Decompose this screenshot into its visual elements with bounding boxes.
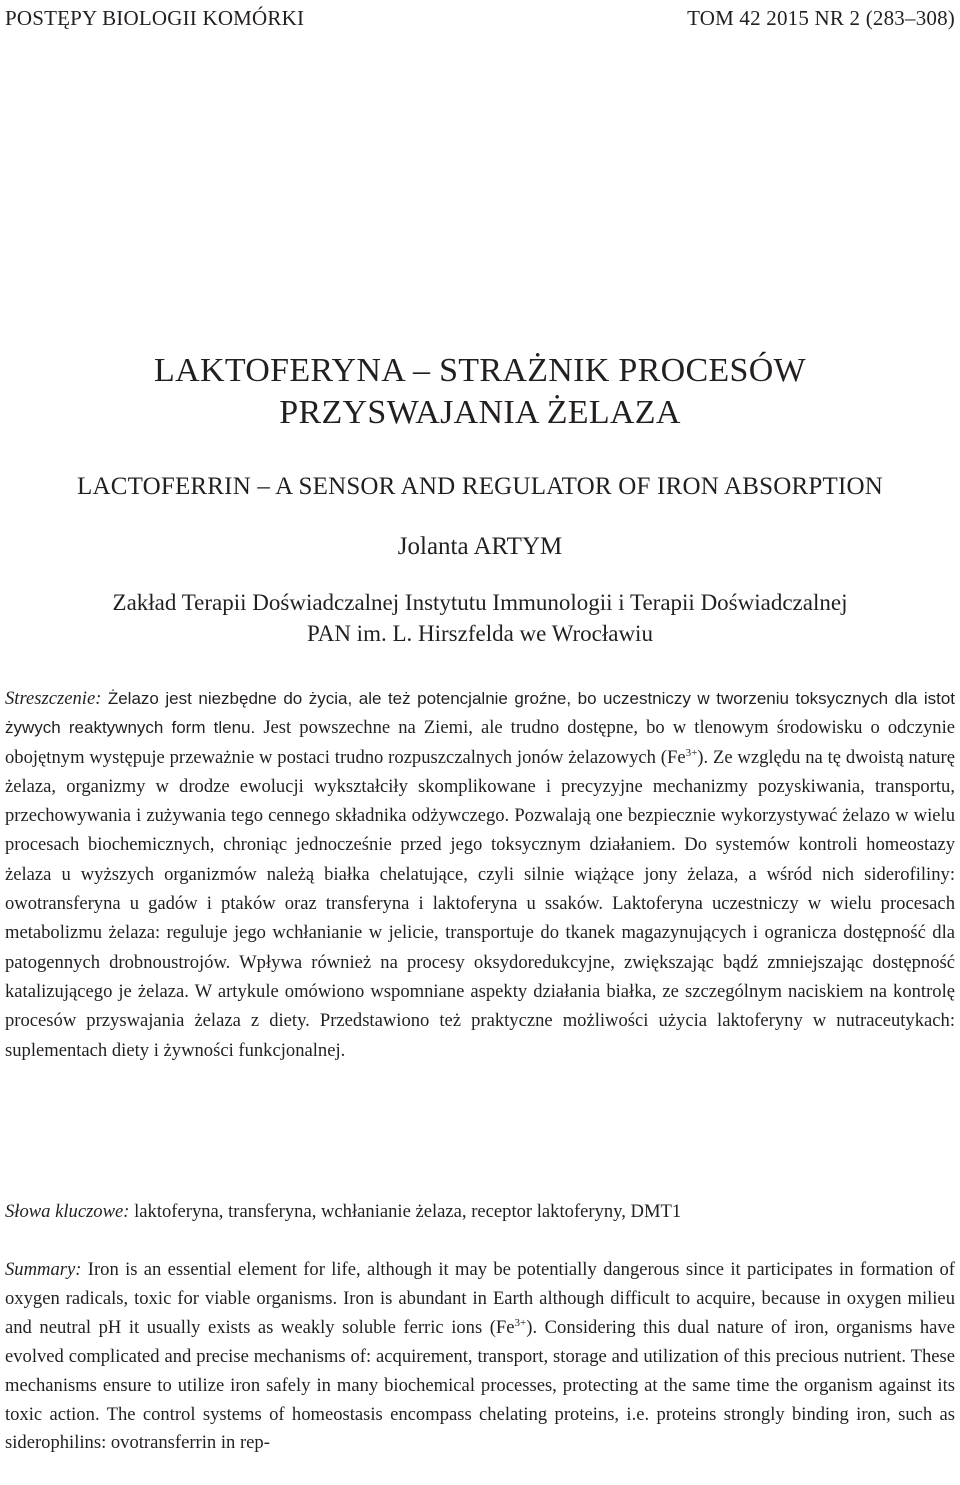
abstract-text-part-1: Żelazo jest niezbędne do życia, ale też potencjalnie groźne, bo uczestniczy w tworzeniu toksycznych dla istot żywych reaktywnych form tlenu. bbox=[5, 689, 955, 738]
affiliation-line-1: Zakład Terapii Doświadczalnej Instytutu Immunologii i Terapii Doświadczalnej bbox=[112, 590, 848, 615]
abstract-polish bbox=[5, 684, 955, 1065]
summary-superscript: 3+ bbox=[514, 1316, 527, 1329]
summary-label: Summary: bbox=[5, 1259, 82, 1280]
keywords-label: Słowa kluczowe: bbox=[5, 1201, 130, 1222]
summary-text-part-2: ). Considering this dual nature of iron, organisms have evolved complicated and precise mechanisms of: acquirement, transport, storage and utilization of this precious nutrient. These mechanisms ensure to utilize iron safely in many biochemical processes, protecting at the same time the organism against its toxic action. The control systems of homeostasis encompass chelating proteins, i.e. proteins strongly binding iron, such as siderophilins: ovotransferrin in rep- bbox=[5, 1316, 955, 1454]
summary-english bbox=[5, 1256, 955, 1458]
keywords-line bbox=[5, 1197, 955, 1226]
affiliation-line-2: PAN im. L. Hirszfelda we Wrocławiu bbox=[307, 621, 653, 646]
abstract-text-part-2: Jest powszechne na Ziemi, ale trudno dostępne, bo w tlenowym środowisku o odczynie obojętnym występuje przeważnie w postaci trudno rozpuszczalnych jonów żelazowych (Fe bbox=[5, 717, 955, 768]
article-title-english: LACTOFERRIN – A SENSOR AND REGULATOR OF IRON ABSORPTION bbox=[76, 473, 884, 500]
running-header bbox=[5, 6, 955, 30]
title-line-1: LAKTOFERYNA – STRAŻNIK PROCESÓW bbox=[154, 352, 806, 389]
article-page bbox=[5, 0, 955, 1485]
volume-info: TOM 42 2015 NR 2 (283–308) bbox=[687, 6, 955, 30]
title-block bbox=[5, 350, 955, 649]
keywords-text: laktoferyna, transferyna, wchłanianie żelaza, receptor laktoferyny, DMT1 bbox=[134, 1201, 682, 1222]
author-affiliation bbox=[5, 587, 955, 649]
abstract-superscript: 3+ bbox=[685, 746, 698, 759]
summary-text-part-1: Iron is an essential element for life, although it may be potentially dangerous since it participates in formation of oxygen radicals, toxic for viable organisms. Iron is abundant in Earth although difficult to acquire, because in oxygen milieu and neutral pH it usually exists as weakly soluble ferric ions (Fe bbox=[5, 1259, 955, 1338]
author-name: Jolanta ARTYM bbox=[397, 533, 563, 560]
journal-name: POSTĘPY BIOLOGII KOMÓRKI bbox=[5, 6, 305, 30]
abstract-label: Streszczenie: bbox=[5, 688, 102, 709]
article-title-polish bbox=[5, 350, 955, 434]
title-line-2: PRZYSWAJANIA ŻELAZA bbox=[279, 394, 681, 431]
abstract-text-part-3: ). Ze względu na tę dwoistą naturę żelaza, organizmy w drodze ewolucji wykształciły skomplikowane i precyzyjne mechanizmy pozyskiwania, transportu, przechowywania i zużywania tego cennego składnika odżywczego. Pozwalają one bezpiecznie wykorzystywać żelazo w wielu procesach biochemicznych, chroniąc jednocześnie przed jego toksycznym działaniem. Do systemów kontroli homeostazy żelaza u wyższych organizmów należą białka chelatujące, czyli silnie wiążące jony żelaza, a wśród nich siderofiliny: owotransferyna u gadów i ptaków oraz transferyna i laktoferyna u ssaków. Laktoferyna uczestniczy w wielu procesach metabolizmu żelaza: reguluje jego wchłanianie w jelicie, transportuje do tkanek magazynujących i ogranicza dostępność dla patogennych drobnoustrojów. Wpływa również na procesy oksydoredukcyjne, zwiększając bądź zmniejszając dostępność katalizującego je żelaza. W artykule omówiono wspomniane aspekty działania białka, ze szczególnym naciskiem na kontrolę procesów przyswajania żelaza z diety. Przedstawiono też praktyczne możliwości użycia laktoferyny w nutraceutykach: suplementach diety i żywności funkcjonalnej. bbox=[5, 746, 955, 1061]
